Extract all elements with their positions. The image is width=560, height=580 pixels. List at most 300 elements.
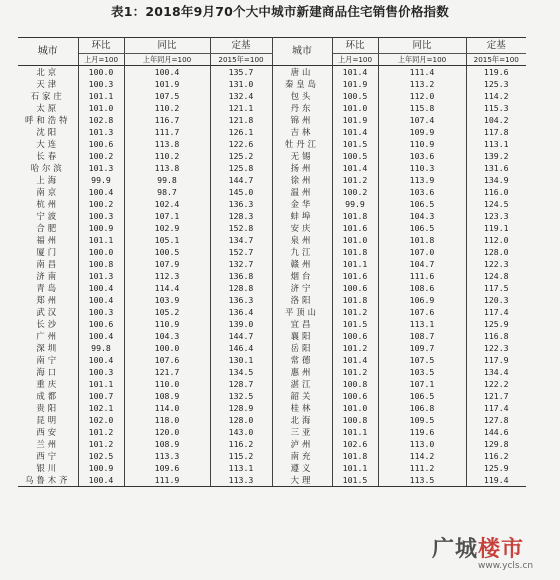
city-name: 南京 xyxy=(18,186,78,198)
table-row xyxy=(18,390,526,402)
mom-value: 101.1 xyxy=(332,426,378,438)
table-row xyxy=(18,282,526,294)
city-name: 安庆 xyxy=(272,222,332,234)
base-value: 134.4 xyxy=(483,366,509,377)
yoy-value: 112.3 xyxy=(124,270,210,282)
city-name: 西安 xyxy=(18,426,78,438)
city-name: 泉州 xyxy=(272,234,332,246)
base-value: 139.2 xyxy=(483,150,509,161)
city-name: 广州 xyxy=(18,330,78,342)
base-value: 134.5 xyxy=(210,366,272,378)
city-name: 金华 xyxy=(272,198,332,210)
yoy-value: 106.5 xyxy=(378,198,466,210)
yoy-subheader-right: 上年同月=100 xyxy=(378,54,466,66)
table-row xyxy=(18,462,526,474)
base-value: 126.1 xyxy=(210,126,272,138)
yoy-value: 104.3 xyxy=(378,210,466,222)
base-value: 136.3 xyxy=(210,294,272,306)
yoy-value: 113.8 xyxy=(124,162,210,174)
city-name: 沈阳 xyxy=(18,126,78,138)
city-column-header: 城市 xyxy=(18,38,78,66)
city-name: 济宁 xyxy=(272,282,332,294)
yoy-value: 106.9 xyxy=(378,294,466,306)
yoy-value: 115.8 xyxy=(378,102,466,114)
mom-subheader-right: 上月=100 xyxy=(332,54,378,66)
yoy-value: 103.5 xyxy=(378,366,466,378)
city-name: 成都 xyxy=(18,390,78,402)
city-name: 郑州 xyxy=(18,294,78,306)
yoy-value: 113.1 xyxy=(378,318,466,330)
mom-value: 101.4 xyxy=(332,354,378,366)
mom-value: 99.9 xyxy=(78,174,124,186)
yoy-value: 113.0 xyxy=(378,438,466,450)
city-name: 长春 xyxy=(18,150,78,162)
mom-value: 101.5 xyxy=(332,474,378,487)
base-value: 121.7 xyxy=(483,390,509,401)
base-value: 115.3 xyxy=(483,102,509,113)
mom-value: 100.4 xyxy=(78,330,124,342)
city-name: 常德 xyxy=(272,354,332,366)
mom-value: 100.4 xyxy=(78,282,124,294)
city-name: 兰州 xyxy=(18,438,78,450)
mom-value: 101.6 xyxy=(332,222,378,234)
yoy-value: 101.9 xyxy=(124,78,210,90)
yoy-value: 107.5 xyxy=(378,354,466,366)
base-value: 104.2 xyxy=(483,114,509,125)
yoy-value: 113.2 xyxy=(378,78,466,90)
yoy-value: 109.6 xyxy=(124,462,210,474)
mom-value: 100.6 xyxy=(332,390,378,402)
mom-value: 100.0 xyxy=(78,66,124,79)
city-name: 太原 xyxy=(18,102,78,114)
mom-value: 101.6 xyxy=(332,270,378,282)
table-row xyxy=(18,102,526,114)
base-value: 128.3 xyxy=(210,210,272,222)
yoy-value: 118.0 xyxy=(124,414,210,426)
city-name: 秦皇岛 xyxy=(272,78,332,90)
base-value: 124.8 xyxy=(483,270,509,281)
city-name: 唐山 xyxy=(272,66,332,79)
yoy-value: 111.4 xyxy=(378,66,466,79)
yoy-value: 107.5 xyxy=(124,90,210,102)
mom-value: 100.8 xyxy=(332,414,378,426)
table-row xyxy=(18,162,526,174)
mom-column-header: 环比 xyxy=(78,38,124,54)
city-name: 锦州 xyxy=(272,114,332,126)
mom-value: 102.5 xyxy=(78,450,124,462)
yoy-value: 105.2 xyxy=(124,306,210,318)
base-value: 116.0 xyxy=(483,186,509,197)
mom-value: 100.3 xyxy=(78,366,124,378)
mom-value: 101.9 xyxy=(332,78,378,90)
yoy-value: 101.8 xyxy=(378,234,466,246)
yoy-value: 100.4 xyxy=(124,66,210,79)
mom-value: 99.9 xyxy=(332,198,378,210)
mom-value: 100.6 xyxy=(332,282,378,294)
base-value: 130.1 xyxy=(210,354,272,366)
mom-value: 101.8 xyxy=(332,450,378,462)
base-value: 112.0 xyxy=(483,234,509,245)
base-value: 121.1 xyxy=(210,102,272,114)
city-column-header-right: 城市 xyxy=(272,38,332,66)
mom-value: 100.3 xyxy=(78,78,124,90)
city-name: 南昌 xyxy=(18,258,78,270)
base-value: 129.8 xyxy=(483,438,509,449)
city-name: 石家庄 xyxy=(18,90,78,102)
table-row xyxy=(18,210,526,222)
base-value: 146.4 xyxy=(210,342,272,354)
city-name: 北海 xyxy=(272,414,332,426)
yoy-value: 111.6 xyxy=(378,270,466,282)
mom-value: 101.3 xyxy=(78,270,124,282)
mom-value: 101.0 xyxy=(332,102,378,114)
yoy-value: 114.0 xyxy=(124,402,210,414)
mom-value: 101.1 xyxy=(332,258,378,270)
mom-value: 101.8 xyxy=(332,246,378,258)
base-value: 121.8 xyxy=(210,114,272,126)
table-row xyxy=(18,366,526,378)
table-row xyxy=(18,186,526,198)
base-value: 117.4 xyxy=(483,402,509,413)
city-name: 岳阳 xyxy=(272,342,332,354)
table-row xyxy=(18,78,526,90)
table-row xyxy=(18,198,526,210)
base-value: 114.2 xyxy=(483,90,509,101)
table-row xyxy=(18,402,526,414)
city-name: 西宁 xyxy=(18,450,78,462)
mom-value: 100.0 xyxy=(78,246,124,258)
yoy-value: 113.5 xyxy=(378,474,466,487)
city-name: 蚌埠 xyxy=(272,210,332,222)
yoy-value: 106.5 xyxy=(378,390,466,402)
base-value: 152.7 xyxy=(210,246,272,258)
base-value: 144.7 xyxy=(210,330,272,342)
base-value: 115.2 xyxy=(210,450,272,462)
base-value: 134.9 xyxy=(483,174,509,185)
yoy-value: 110.3 xyxy=(378,162,466,174)
base-column-header-right: 定基 xyxy=(466,38,526,54)
mom-value: 101.8 xyxy=(332,210,378,222)
city-name: 北京 xyxy=(18,66,78,79)
mom-value: 101.1 xyxy=(332,462,378,474)
city-name: 三亚 xyxy=(272,426,332,438)
base-value: 122.3 xyxy=(483,342,509,353)
yoy-value: 113.8 xyxy=(124,138,210,150)
city-name: 济南 xyxy=(18,270,78,282)
table-row xyxy=(18,306,526,318)
base-value: 125.9 xyxy=(483,462,509,473)
yoy-value: 102.9 xyxy=(124,222,210,234)
city-name: 赣州 xyxy=(272,258,332,270)
table-row xyxy=(18,66,526,79)
city-name: 海口 xyxy=(18,366,78,378)
mom-value: 101.2 xyxy=(332,342,378,354)
mom-value: 101.2 xyxy=(332,306,378,318)
yoy-value: 108.9 xyxy=(124,438,210,450)
base-value: 152.8 xyxy=(210,222,272,234)
yoy-value: 108.9 xyxy=(124,390,210,402)
city-name: 徐州 xyxy=(272,174,332,186)
mom-value: 100.5 xyxy=(332,150,378,162)
yoy-value: 112.0 xyxy=(378,90,466,102)
mom-value: 102.0 xyxy=(78,414,124,426)
city-name: 长沙 xyxy=(18,318,78,330)
city-name: 武汉 xyxy=(18,306,78,318)
yoy-value: 100.0 xyxy=(124,342,210,354)
yoy-value: 113.9 xyxy=(378,174,466,186)
city-name: 烟台 xyxy=(272,270,332,282)
mom-value: 101.2 xyxy=(332,366,378,378)
yoy-column-header: 同比 xyxy=(124,38,210,54)
mom-value: 100.6 xyxy=(78,138,124,150)
base-value: 144.6 xyxy=(483,426,509,437)
mom-column-header-right: 环比 xyxy=(332,38,378,54)
yoy-value: 104.7 xyxy=(378,258,466,270)
mom-value: 101.4 xyxy=(332,162,378,174)
yoy-value: 109.5 xyxy=(378,414,466,426)
table-row xyxy=(18,270,526,282)
price-index-table xyxy=(18,37,526,487)
mom-value: 100.4 xyxy=(78,186,124,198)
table-row xyxy=(18,246,526,258)
city-name: 九江 xyxy=(272,246,332,258)
table-row xyxy=(18,114,526,126)
city-name: 襄阳 xyxy=(272,330,332,342)
mom-value: 101.5 xyxy=(332,138,378,150)
base-value: 125.3 xyxy=(483,78,509,89)
yoy-value: 113.3 xyxy=(124,450,210,462)
table-row xyxy=(18,426,526,438)
yoy-value: 111.2 xyxy=(378,462,466,474)
mom-value: 100.9 xyxy=(78,462,124,474)
base-value: 125.8 xyxy=(210,162,272,174)
city-name: 重庆 xyxy=(18,378,78,390)
table-row xyxy=(18,378,526,390)
city-name: 福州 xyxy=(18,234,78,246)
city-name: 洛阳 xyxy=(272,294,332,306)
base-value: 136.3 xyxy=(210,198,272,210)
base-value: 136.4 xyxy=(210,306,272,318)
base-value: 117.5 xyxy=(483,282,509,293)
table-row xyxy=(18,222,526,234)
mom-value: 101.0 xyxy=(332,234,378,246)
city-name: 牡丹江 xyxy=(272,138,332,150)
mom-value: 101.8 xyxy=(332,294,378,306)
base-value: 131.6 xyxy=(483,162,509,173)
mom-value: 101.2 xyxy=(332,174,378,186)
yoy-value: 103.9 xyxy=(124,294,210,306)
yoy-value: 107.6 xyxy=(124,354,210,366)
base-value: 132.4 xyxy=(210,90,272,102)
base-value: 119.4 xyxy=(466,474,526,487)
city-name: 大理 xyxy=(272,474,332,487)
mom-value: 100.4 xyxy=(78,294,124,306)
table-row xyxy=(18,138,526,150)
table-row xyxy=(18,90,526,102)
mom-value: 101.2 xyxy=(78,426,124,438)
mom-value: 101.0 xyxy=(78,102,124,114)
city-name: 吉林 xyxy=(272,126,332,138)
table-row xyxy=(18,294,526,306)
yoy-value: 121.7 xyxy=(124,366,210,378)
yoy-value: 108.7 xyxy=(378,330,466,342)
yoy-value: 110.2 xyxy=(124,150,210,162)
mom-value: 100.3 xyxy=(78,306,124,318)
base-column-header: 定基 xyxy=(210,38,272,54)
base-value: 113.1 xyxy=(210,462,272,474)
watermark-text-a: 广城 xyxy=(432,536,479,562)
table-row xyxy=(18,126,526,138)
mom-value: 100.6 xyxy=(78,318,124,330)
base-value: 117.8 xyxy=(483,126,509,137)
mom-value: 102.1 xyxy=(78,402,124,414)
table-row xyxy=(18,414,526,426)
city-name: 银川 xyxy=(18,462,78,474)
city-name: 南宁 xyxy=(18,354,78,366)
city-name: 上海 xyxy=(18,174,78,186)
yoy-value: 107.4 xyxy=(378,114,466,126)
city-name: 厦门 xyxy=(18,246,78,258)
base-value: 127.8 xyxy=(483,414,509,425)
yoy-value: 103.6 xyxy=(378,150,466,162)
yoy-value: 106.5 xyxy=(378,222,466,234)
base-value: 125.2 xyxy=(210,150,272,162)
yoy-value: 107.9 xyxy=(124,258,210,270)
yoy-value: 107.6 xyxy=(378,306,466,318)
watermark-logo xyxy=(432,532,524,563)
table-row xyxy=(18,150,526,162)
base-value: 113.3 xyxy=(210,474,272,487)
base-subheader: 2015年=100 xyxy=(210,54,272,66)
base-value: 128.9 xyxy=(210,402,272,414)
city-name: 深圳 xyxy=(18,342,78,354)
table-row xyxy=(18,342,526,354)
city-name: 呼和浩特 xyxy=(18,114,78,126)
base-value: 144.7 xyxy=(210,174,272,186)
yoy-value: 107.1 xyxy=(378,378,466,390)
city-name: 大连 xyxy=(18,138,78,150)
yoy-value: 107.0 xyxy=(378,246,466,258)
table-title: 表1：2018年9月70个大中城市新建商品住宅销售价格指数 xyxy=(111,4,449,19)
yoy-value: 111.7 xyxy=(124,126,210,138)
base-value: 125.9 xyxy=(483,318,509,329)
base-value: 132.5 xyxy=(210,390,272,402)
mom-value: 100.2 xyxy=(332,186,378,198)
base-value: 131.0 xyxy=(210,78,272,90)
mom-value: 101.5 xyxy=(332,318,378,330)
city-name: 扬州 xyxy=(272,162,332,174)
yoy-column-header-right: 同比 xyxy=(378,38,466,54)
mom-value: 100.7 xyxy=(78,390,124,402)
base-value: 119.1 xyxy=(483,222,509,233)
mom-value: 101.2 xyxy=(78,438,124,450)
city-name: 杭州 xyxy=(18,198,78,210)
yoy-value: 104.3 xyxy=(124,330,210,342)
base-value: 122.3 xyxy=(483,258,509,269)
mom-value: 101.3 xyxy=(78,162,124,174)
base-value: 128.0 xyxy=(483,246,509,257)
base-value: 116.2 xyxy=(483,450,509,461)
yoy-value: 109.7 xyxy=(378,342,466,354)
table-row xyxy=(18,354,526,366)
table-row xyxy=(18,438,526,450)
yoy-value: 114.4 xyxy=(124,282,210,294)
city-name: 遵义 xyxy=(272,462,332,474)
base-value: 124.5 xyxy=(483,198,509,209)
base-value: 145.0 xyxy=(210,186,272,198)
watermark-url: www.ycls.cn xyxy=(478,561,534,571)
yoy-value: 109.9 xyxy=(378,126,466,138)
yoy-value: 110.0 xyxy=(124,378,210,390)
base-value: 119.6 xyxy=(483,66,509,77)
city-name: 天津 xyxy=(18,78,78,90)
city-name: 惠州 xyxy=(272,366,332,378)
mom-value: 101.1 xyxy=(78,90,124,102)
city-name: 丹东 xyxy=(272,102,332,114)
city-name: 乌鲁木齐 xyxy=(18,474,78,487)
table-row xyxy=(18,174,526,186)
base-value: 122.6 xyxy=(210,138,272,150)
table-row xyxy=(18,450,526,462)
yoy-value: 107.1 xyxy=(124,210,210,222)
mom-value: 100.2 xyxy=(78,198,124,210)
base-value: 113.1 xyxy=(483,138,509,149)
mom-value: 101.9 xyxy=(332,114,378,126)
mom-value: 101.3 xyxy=(78,126,124,138)
base-value: 128.8 xyxy=(210,282,272,294)
mom-value: 101.1 xyxy=(78,378,124,390)
base-value: 136.8 xyxy=(210,270,272,282)
mom-value: 99.8 xyxy=(78,342,124,354)
city-name: 泸州 xyxy=(272,438,332,450)
mom-value: 100.4 xyxy=(78,354,124,366)
mom-value: 101.1 xyxy=(78,234,124,246)
mom-value: 101.0 xyxy=(332,402,378,414)
table-row xyxy=(18,258,526,270)
mom-value: 101.4 xyxy=(332,126,378,138)
city-name: 哈尔滨 xyxy=(18,162,78,174)
city-name: 宜昌 xyxy=(272,318,332,330)
mom-value: 100.4 xyxy=(78,474,124,487)
city-name: 贵阳 xyxy=(18,402,78,414)
yoy-value: 110.9 xyxy=(124,318,210,330)
yoy-value: 106.8 xyxy=(378,402,466,414)
base-value: 117.9 xyxy=(483,354,509,365)
city-name: 宁波 xyxy=(18,210,78,222)
yoy-value: 120.0 xyxy=(124,426,210,438)
city-name: 青岛 xyxy=(18,282,78,294)
yoy-value: 99.8 xyxy=(124,174,210,186)
mom-value: 100.3 xyxy=(78,210,124,222)
city-name: 韶关 xyxy=(272,390,332,402)
table-row xyxy=(18,474,526,487)
mom-value: 100.2 xyxy=(78,150,124,162)
city-name: 包头 xyxy=(272,90,332,102)
table-row xyxy=(18,234,526,246)
mom-value: 100.6 xyxy=(332,330,378,342)
city-name: 昆明 xyxy=(18,414,78,426)
base-value: 122.2 xyxy=(483,378,509,389)
base-value: 116.2 xyxy=(210,438,272,450)
yoy-value: 119.6 xyxy=(378,426,466,438)
yoy-value: 108.6 xyxy=(378,282,466,294)
mom-value: 100.8 xyxy=(332,378,378,390)
city-name: 合肥 xyxy=(18,222,78,234)
yoy-value: 102.4 xyxy=(124,198,210,210)
mom-value: 102.8 xyxy=(78,114,124,126)
base-value: 120.3 xyxy=(483,294,509,305)
yoy-value: 110.2 xyxy=(124,102,210,114)
